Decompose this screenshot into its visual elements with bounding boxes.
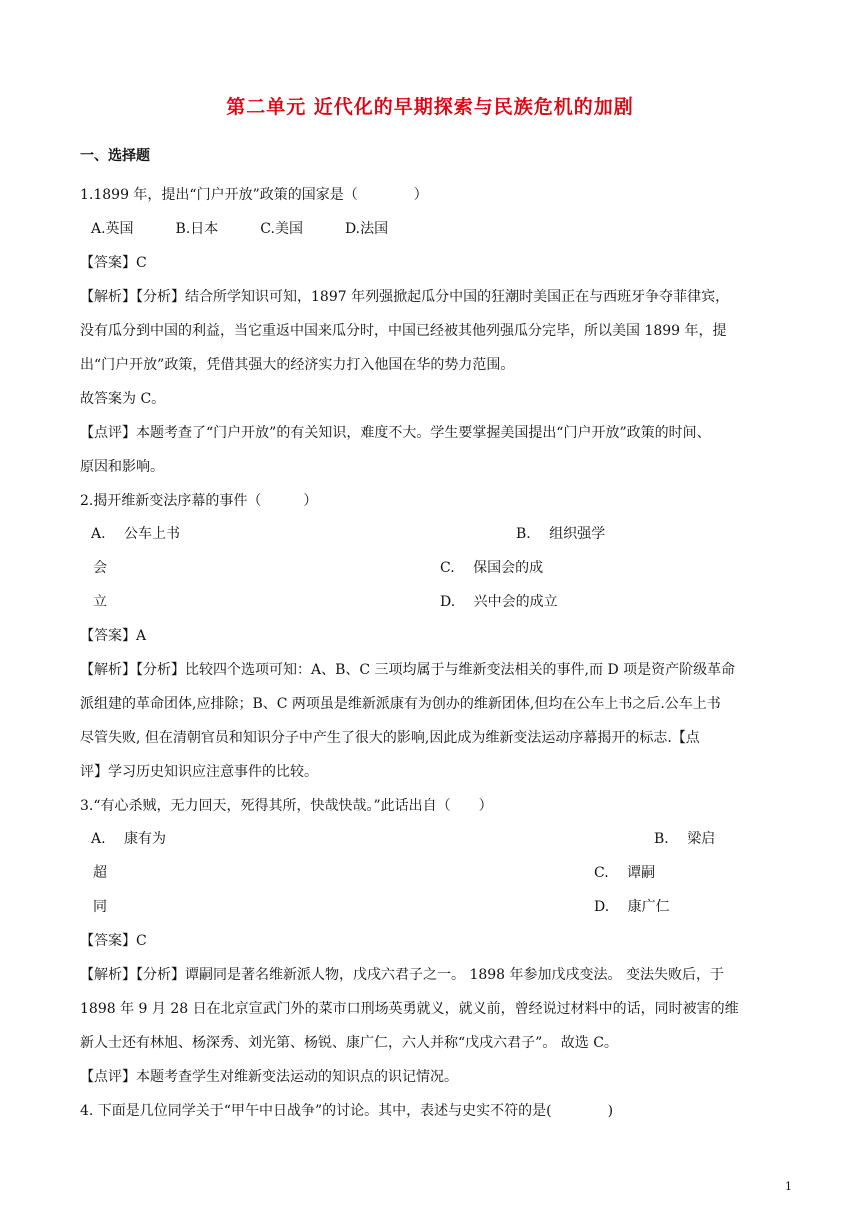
q1-analysis-line: 没有瓜分到中国的利益，当它重返中国来瓜分时，中国已经被其他列强瓜分完毕，所以美国 1899 年，提 — [80, 323, 727, 339]
q1-analysis-line: 出“门户开放”政策，凭借其强大的经济实力打入他国在华的势力范围。 — [80, 357, 515, 373]
q3-stem: 3.“有心杀贼，无力回天，死得其所，快哉快哉。”此话出自（ ） — [80, 798, 493, 814]
q2-option-c-continued: 立 — [93, 594, 107, 610]
page-number: 1 — [785, 1180, 792, 1193]
q2-option-b: B. 组织强学 — [516, 526, 606, 542]
q3-comment: 【点评】本题考查学生对维新变法运动的知识点的识记情况。 — [80, 1069, 458, 1085]
q3-option-c-continued: 同 — [93, 899, 107, 915]
q2-analysis-line: 【解析】【分析】比较四个选项可知：A、B、C 三项均属于与维新变法相关的事件,而 D 项是资产阶级革命 — [80, 662, 736, 678]
q3-analysis-line: 1898 年 9 月 28 日在北京宣武门外的菜市口刑场英勇就义，就义前，曾经说过材料中的话，同时被害的维 — [80, 1001, 739, 1017]
q1-analysis-line: 【解析】【分析】结合所学知识可知，1897 年列强掀起瓜分中国的狂潮时美国正在与西班牙争夺菲律宾， — [80, 289, 730, 305]
q3-analysis-line: 新人士还有林旭、杨深秀、刘光第、杨锐、康广仁，六人并称“戊戌六君子”。 故选 C。 — [80, 1035, 618, 1051]
q1-options: A.英国 B.日本 C.美国 D.法国 — [91, 221, 389, 237]
q2-answer: 【答案】A — [80, 628, 147, 644]
q1-answer: 【答案】C — [80, 255, 147, 271]
page-title: 第二单元 近代化的早期探索与民族危机的加剧 — [226, 96, 634, 118]
q3-option-b: B. 梁启 — [654, 831, 716, 847]
q3-option-d: D. 康广仁 — [594, 899, 670, 915]
q3-option-a: A. 康有为 — [91, 831, 167, 847]
q3-answer: 【答案】C — [80, 933, 147, 949]
q1-comment-line: 【点评】本题考查了“门户开放”的有关知识，难度不大。学生要掌握美国提出“门户开放”政策的时间、 — [80, 425, 711, 441]
q2-analysis-line: 尽管失败, 但在清朝官员和知识分子中产生了很大的影响,因此成为维新变法运动序幕揭开的标志.【点 — [80, 730, 700, 746]
q2-option-d: D. 兴中会的成立 — [440, 594, 558, 610]
q3-option-b-continued: 超 — [93, 865, 107, 881]
q2-analysis-line: 评】学习历史知识应注意事件的比较。 — [80, 764, 318, 780]
q2-option-c: C. 保国会的成 — [440, 560, 544, 576]
q1-stem: 1.1899 年，提出“门户开放”政策的国家是（ ） — [80, 187, 428, 203]
section-heading: 一、选择题 — [80, 148, 150, 164]
q1-comment-line: 原因和影响。 — [80, 459, 164, 475]
q4-stem: 4. 下面是几位同学关于“甲午中日战争”的讨论。其中，表述与史实不符的是( ) — [80, 1103, 614, 1119]
q2-option-a: A. 公车上书 — [91, 526, 181, 542]
q2-stem: 2.揭开维新变法序幕的事件（ ） — [80, 493, 318, 509]
q3-option-c: C. 谭嗣 — [594, 865, 656, 881]
q2-analysis-line: 派组建的革命团体,应排除；B、C 两项虽是维新派康有为创办的维新团体,但均在公车上书之后.公车上书 — [80, 696, 721, 712]
q1-conclusion: 故答案为 C。 — [80, 391, 166, 407]
q2-option-b-continued: 会 — [93, 560, 107, 576]
q3-analysis-line: 【解析】【分析】谭嗣同是著名维新派人物，戊戌六君子之一。 1898 年参加戊戌变法。 变法失败后，于 — [80, 967, 724, 983]
